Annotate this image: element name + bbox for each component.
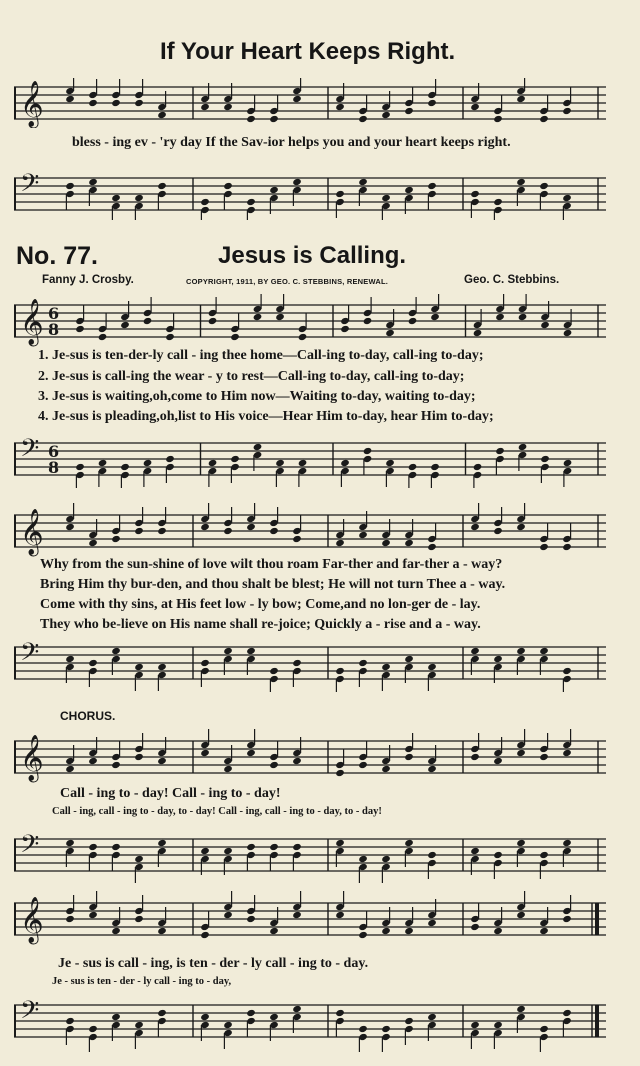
chorus-label: CHORUS. <box>60 709 116 723</box>
chorus2-bass-staff <box>14 990 606 1052</box>
verse1-line1: 1. Je-sus is ten-der-ly call - ing thee home—Call-ing to-day, call-ing to-day; <box>38 348 484 363</box>
svg-text:6: 6 <box>48 304 60 323</box>
svg-text:8: 8 <box>48 320 60 339</box>
prev-bass-staff <box>14 168 606 220</box>
chorus2-lyrics: Je - sus is call - ing, is ten - der - ly call - ing to - day. <box>58 956 369 971</box>
svg-text:𝄢: 𝄢 <box>20 434 40 469</box>
chorus1-bass-staff <box>14 826 606 884</box>
author-credit: Fanny J. Crosby. <box>42 274 134 286</box>
system1-bass-staff <box>14 430 606 488</box>
verse3-line1: 3. Je-sus is waiting,oh,come to Him now—Waiting to-day, waiting to-day; <box>38 389 476 404</box>
copyright-notice: COPYRIGHT, 1911, BY GEO. C. STEBBINS, RENEWAL. <box>186 277 389 286</box>
svg-text:𝄞: 𝄞 <box>20 735 44 781</box>
prev-treble-staff <box>14 78 606 128</box>
svg-text:𝄞: 𝄞 <box>20 897 44 943</box>
prev-hymn-title: If Your Heart Keeps Right. <box>160 38 456 65</box>
svg-text:𝄞: 𝄞 <box>20 299 44 345</box>
chorus1-treble-staff <box>14 728 606 786</box>
verse2-line2: Bring Him thy bur-den, and thou shalt be blest; He will not turn Thee a - way. <box>40 577 506 592</box>
verse3-line2: Come with thy sins, at His feet low - ly bow; Come,and no lon-ger de - lay. <box>40 597 481 612</box>
verse4-line1: 4. Je-sus is pleading,oh,list to His voice—Hear Him to-day, hear Him to-day; <box>38 409 494 424</box>
verse2-line1: 2. Je-sus is call-ing the wear - y to rest—Call-ing to-day, call-ing to-day; <box>38 369 465 384</box>
prev-lyrics: bless - ing ev - 'ry day If the Sav-ior helps you and your heart keeps right. <box>72 135 511 150</box>
svg-text:6: 6 <box>48 442 60 461</box>
chorus2-treble-staff <box>14 890 606 948</box>
svg-text:𝄞: 𝄞 <box>20 81 44 127</box>
svg-text:8: 8 <box>48 458 60 477</box>
svg-text:𝄢: 𝄢 <box>20 169 40 204</box>
system2-bass-staff <box>14 634 606 692</box>
svg-text:𝄞: 𝄞 <box>20 509 44 555</box>
chorus1-bass-lyrics: Call - ing, call - ing to - day, to - day! Call - ing, call - ing to - day, to - day! <box>52 806 382 817</box>
svg-text:𝄢: 𝄢 <box>20 996 40 1031</box>
hymn-title: Jesus is Calling. <box>218 242 407 269</box>
svg-text:𝄢: 𝄢 <box>20 638 40 673</box>
svg-text:𝄢: 𝄢 <box>20 830 40 865</box>
system1-treble-staff <box>14 294 606 348</box>
hymn-number: No. 77. <box>16 242 98 270</box>
chorus1-lyrics: Call - ing to - day! Call - ing to - day! <box>60 786 281 801</box>
system2-treble-staff <box>14 502 606 560</box>
verse4-line2: They who be-lieve on His name shall re-joice; Quickly a - rise and a - way. <box>40 617 481 632</box>
chorus2-bass-lyrics: Je - sus is ten - der - ly call - ing to - day, <box>52 976 232 987</box>
verse1-line2: Why from the sun-shine of love wilt thou roam Far-ther and far-ther a - way? <box>40 557 503 572</box>
composer-credit: Geo. C. Stebbins. <box>464 274 560 286</box>
